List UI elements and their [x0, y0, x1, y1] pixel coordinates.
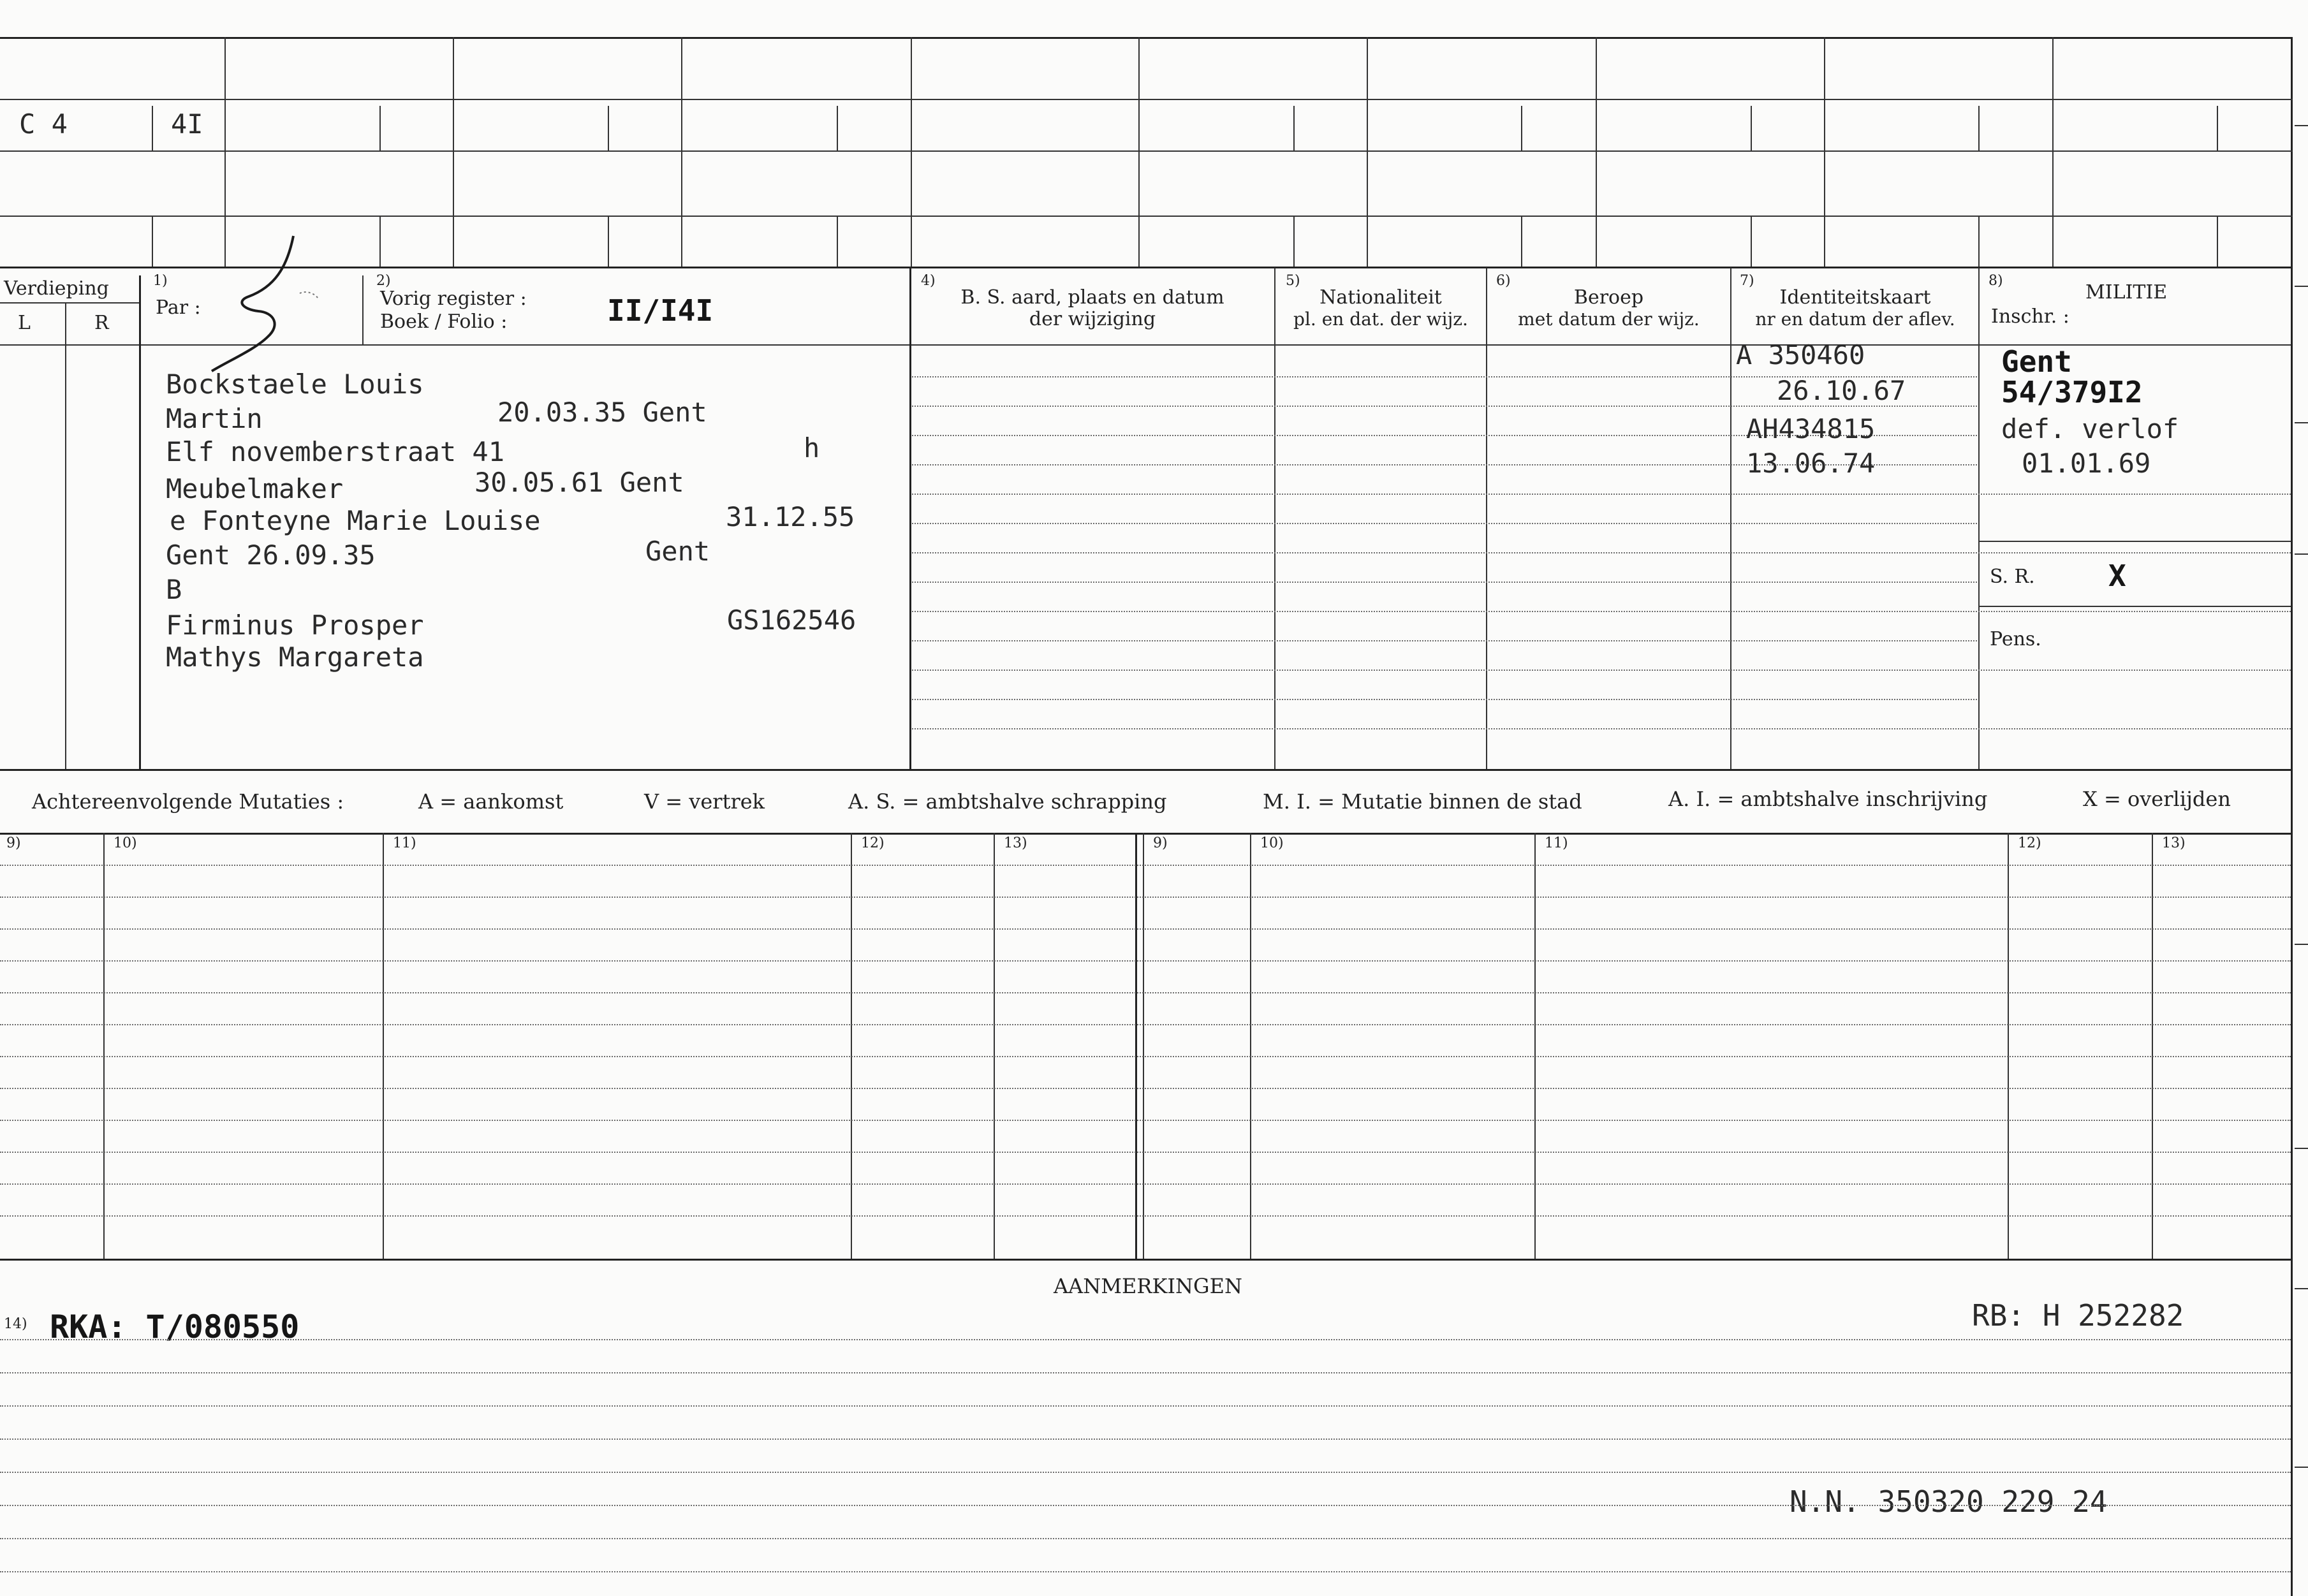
- person-mother: Mathys Margareta: [166, 641, 424, 673]
- nat-header-line1: Nationaliteit: [1319, 286, 1442, 309]
- id-date-2: 13.06.74: [1746, 448, 1876, 479]
- legend-v: V = vertrek: [644, 789, 765, 814]
- person-birth-date: 20.03.35 Gent: [497, 397, 707, 428]
- sr-label: S. R.: [1990, 566, 2035, 588]
- person-surname: Bockstaele Louis: [166, 369, 424, 400]
- mutations-table: [0, 833, 2291, 1260]
- remarks-dotted-rows: [0, 1339, 2291, 1594]
- remarks-title: AANMERKINGEN: [1054, 1274, 1242, 1298]
- id-date-1: 26.10.67: [1777, 375, 1906, 406]
- legend-a: A = aankomst: [418, 789, 564, 814]
- main-bottom-line: [0, 769, 2291, 771]
- person-profession: Meubelmaker: [166, 473, 344, 504]
- person-code: GS162546: [727, 604, 856, 636]
- id-card-1: A 350460: [1736, 339, 1865, 370]
- id-header-line2: nr en datum der aflev.: [1755, 309, 1955, 330]
- person-marriage-date: 31.12.55: [726, 501, 855, 532]
- person-spouse: e Fonteyne Marie Louise: [170, 505, 541, 536]
- vorig-register-label: Vorig register :: [380, 288, 527, 310]
- col-1-number: 1): [153, 273, 168, 289]
- militie-sep-1: [1980, 541, 2291, 542]
- person-firstname: Martin: [166, 403, 263, 434]
- mut-col-11-right: 11): [1545, 835, 1568, 851]
- mut-col-9-left: 9): [6, 835, 21, 851]
- col-7-number: 7): [1740, 273, 1754, 289]
- mut-col-13-right: 13): [2162, 835, 2186, 851]
- col-4-number: 4): [921, 273, 936, 289]
- bs-header-line2: der wijziging: [1029, 308, 1156, 330]
- id-card-2: AH434815: [1746, 413, 1876, 444]
- col-5-number: 5): [1286, 273, 1300, 289]
- col-line-person: [909, 268, 911, 770]
- person-profession-date: 30.05.61 Gent: [474, 467, 684, 498]
- main-header-underline: [0, 344, 2291, 346]
- beroep-header-line2: met datum der wijz.: [1518, 309, 1700, 330]
- beroep-header-line1: Beroep: [1573, 286, 1644, 309]
- col-r-label: R: [94, 312, 109, 334]
- person-address-mark: h: [804, 432, 820, 464]
- mut-col-11-left: 11): [393, 835, 416, 851]
- militie-label: MILITIE: [2085, 281, 2168, 304]
- mutation-legend: [0, 778, 2291, 829]
- legend-as: A. S. = ambtshalve schrapping: [848, 789, 1167, 814]
- frame-right-line: [2291, 37, 2293, 1596]
- remarks-nn: N.N. 350320 229 24: [1790, 1484, 2108, 1519]
- top-grid-code: C 4: [19, 108, 68, 140]
- punch-marks: [2295, 0, 2308, 1596]
- mut-col-12-left: 12): [861, 835, 885, 851]
- verdieping-label: Verdieping: [4, 277, 109, 300]
- col-8-number: 8): [1988, 273, 2003, 289]
- mut-col-9-right: 9): [1153, 835, 1168, 851]
- col-l-label: L: [18, 312, 31, 334]
- top-grid: [0, 37, 2293, 268]
- col-6-number: 6): [1496, 273, 1511, 289]
- verdieping-underline: [0, 302, 140, 304]
- person-spouse-birth: Gent 26.09.35: [166, 539, 376, 571]
- remarks-rka: RKA: T/080550: [50, 1308, 300, 1345]
- col-line-verdieping: [139, 275, 141, 770]
- boek-folio-label: Boek / Folio :: [380, 311, 508, 333]
- person-address: Elf novemberstraat 41: [166, 436, 505, 467]
- mut-col-13-left: 13): [1004, 835, 1027, 851]
- col-2-number: 2): [376, 273, 391, 289]
- person-spouse-birthplace: Gent: [645, 536, 710, 567]
- bs-header-line1: B. S. aard, plaats en datum: [960, 286, 1224, 309]
- militie-date: 01.01.69: [2022, 448, 2151, 479]
- main-top-line: [0, 267, 2293, 268]
- remarks-top-line: [0, 1259, 2291, 1261]
- mut-col-12-right: 12): [2018, 835, 2041, 851]
- remarks-rb: RB: H 252282: [1972, 1298, 2184, 1333]
- militie-sep-2: [1980, 606, 2291, 607]
- signature-scribble: [204, 230, 332, 376]
- mut-col-10-right: 10): [1260, 835, 1284, 851]
- legend-title: Achtereenvolgende Mutaties :: [32, 789, 344, 814]
- vorig-register-value: II/I4I: [607, 293, 714, 328]
- col-line-l-r: [65, 304, 66, 770]
- top-grid-number: 4I: [171, 108, 203, 140]
- mut-col-10-left: 10): [114, 835, 137, 851]
- par-label: Par :: [156, 297, 201, 319]
- militie-status: def. verlof: [2001, 413, 2179, 444]
- inschr-label: Inschr. :: [1991, 305, 2069, 328]
- id-header-line1: Identiteitskaart: [1779, 286, 1931, 309]
- col-line-par: [362, 275, 364, 346]
- legend-mi: M. I. = Mutatie binnen de stad: [1263, 789, 1582, 814]
- person-father: Firminus Prosper: [166, 610, 424, 641]
- legend-x: X = overlijden: [2083, 787, 2231, 811]
- remarks-number: 14): [4, 1316, 27, 1332]
- sr-value: X: [2108, 559, 2126, 593]
- legend-ai: A. I. = ambtshalve inschrijving: [1668, 787, 1988, 811]
- person-b: B: [166, 574, 182, 605]
- militie-number: 54/379I2: [2001, 375, 2143, 409]
- pens-label: Pens.: [1990, 628, 2041, 650]
- person-block: [166, 363, 893, 682]
- militie-place: Gent: [2001, 344, 2072, 379]
- nat-header-line2: pl. en dat. der wijz.: [1293, 309, 1468, 330]
